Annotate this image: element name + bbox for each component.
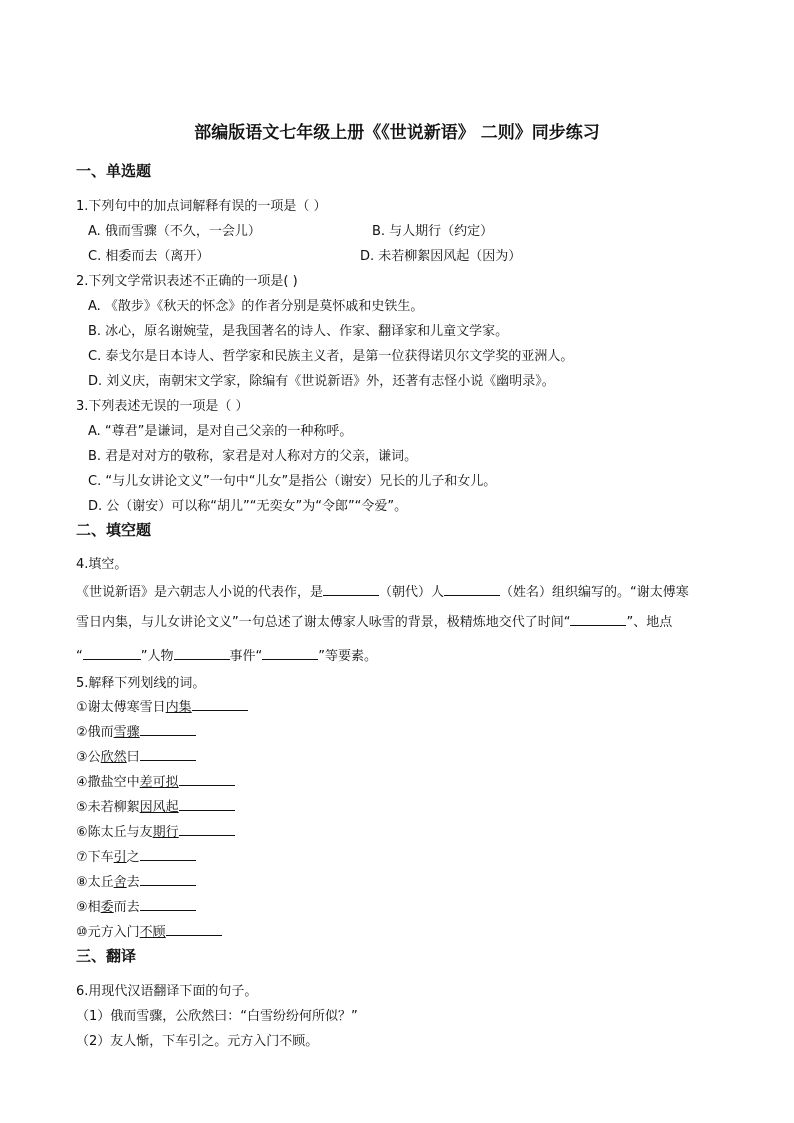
answer-blank[interactable] xyxy=(262,646,318,660)
question-5-stem: 5.解释下列划线的词。 xyxy=(76,676,206,691)
answer-blank[interactable] xyxy=(140,747,196,761)
answer-blank[interactable] xyxy=(444,582,500,596)
answer-blank[interactable] xyxy=(179,772,235,786)
question-6-stem: 6.用现代汉语翻译下面的句子。 xyxy=(76,984,258,999)
list-item xyxy=(76,696,248,715)
question-4-text: “ xyxy=(76,649,83,664)
question-3-option-a: A. “尊君”是谦词，是对自己父亲的一种称呼。 xyxy=(88,424,353,439)
item-text: ④撒盐空中 xyxy=(76,775,140,790)
item-text: ⑧太丘 xyxy=(76,875,114,890)
question-4-text: （朝代）人 xyxy=(379,585,445,600)
item-text: ⑥陈太丘与友 xyxy=(76,825,153,840)
underlined-word: 雪骤 xyxy=(113,725,140,740)
item-text: 而去 xyxy=(113,900,140,915)
question-4-text: 事件“ xyxy=(229,649,263,664)
item-text: 曰 xyxy=(126,750,140,765)
answer-blank[interactable] xyxy=(174,646,230,660)
question-1-option-b: B. 与人期行（约定） xyxy=(372,224,494,239)
list-item xyxy=(76,796,235,815)
question-4-line-2 xyxy=(76,611,672,630)
question-3-option-b: B. 君是对对方的敬称，家君是对人称对方的父亲，谦词。 xyxy=(88,449,418,464)
item-text: ⑦下车 xyxy=(76,850,114,865)
question-1-stem: 1.下列句中的加点词解释有误的一项是（ ） xyxy=(76,199,327,214)
list-item xyxy=(76,721,196,740)
section-heading-translation: 三、翻译 xyxy=(76,947,137,965)
underlined-word: 舍 xyxy=(113,875,127,890)
underlined-word: 差可拟 xyxy=(139,775,179,790)
answer-blank[interactable] xyxy=(179,797,235,811)
question-2-option-c: C. 泰戈尔是日本诗人、哲学家和民族主义者，是第一位获得诺贝尔文学奖的亚洲人。 xyxy=(88,349,574,364)
question-6-sentence-2: （2）友人惭，下车引之。元方入门不顾。 xyxy=(76,1034,319,1049)
underlined-word: 委 xyxy=(100,900,114,915)
item-text: 之 xyxy=(126,850,140,865)
answer-blank[interactable] xyxy=(166,922,222,936)
item-text: ⑩元方入门 xyxy=(76,925,140,940)
question-2-option-d: D. 刘义庆，南朝宋文学家，除编有《世说新语》外，还著有志怪小说《幽明录》。 xyxy=(88,374,555,389)
question-4-line-1 xyxy=(76,581,689,600)
underlined-word: 期行 xyxy=(152,825,179,840)
answer-blank[interactable] xyxy=(192,697,248,711)
question-3-option-c: C. “与儿女讲论文义”一句中“儿女”是指公（谢安）兄长的儿子和女儿。 xyxy=(88,474,497,489)
question-2-option-b: B. 冰心，原名谢婉莹，是我国著名的诗人、作家、翻译家和儿童文学家。 xyxy=(88,324,509,339)
answer-blank[interactable] xyxy=(140,847,196,861)
question-4-text: ”人物 xyxy=(140,649,174,664)
item-text: ①谢太傅寒雪日 xyxy=(76,700,166,715)
list-item xyxy=(76,871,196,890)
answer-blank[interactable] xyxy=(83,646,141,660)
list-item xyxy=(76,921,222,940)
question-4-text: 《世说新语》是六朝志人小说的代表作，是 xyxy=(76,585,324,600)
answer-blank[interactable] xyxy=(570,612,626,626)
question-4-text: 雪日内集，与儿女讲论文义”一句总述了谢太傅家人咏雪的背景，极精炼地交代了时间“ xyxy=(76,615,571,630)
answer-blank[interactable] xyxy=(179,822,235,836)
answer-blank[interactable] xyxy=(323,582,379,596)
question-4-line-3 xyxy=(76,645,377,664)
question-3-option-d: D. 公（谢安）可以称“胡儿”“无奕女”为“令郎”“令爱”。 xyxy=(88,499,408,514)
item-text: 去 xyxy=(126,875,140,890)
question-4-text: （姓名）组织编写的。“谢太傅寒 xyxy=(500,585,689,600)
question-4-text: ”等要素。 xyxy=(318,649,377,664)
question-4-stem: 4.填空。 xyxy=(76,557,128,572)
list-item xyxy=(76,771,235,790)
item-text: ③公 xyxy=(76,750,101,765)
item-text: ⑨相 xyxy=(76,900,101,915)
question-2-stem: 2.下列文学常识表述不正确的一项是( ) xyxy=(76,274,298,289)
underlined-word: 引 xyxy=(113,850,127,865)
underlined-word: 欣然 xyxy=(100,750,127,765)
item-text: ⑤未若柳絮 xyxy=(76,800,140,815)
list-item xyxy=(76,846,196,865)
question-1-option-a: A. 俄而雪骤（不久，一会儿） xyxy=(88,224,261,239)
question-1-option-d: D. 未若柳絮因风起（因为） xyxy=(360,249,522,264)
answer-blank[interactable] xyxy=(140,897,196,911)
list-item xyxy=(76,896,196,915)
question-3-stem: 3.下列表述无误的一项是（ ） xyxy=(76,399,249,414)
section-heading-fill-in: 二、填空题 xyxy=(76,521,152,539)
question-6-sentence-1: （1）俄而雪骤，公欣然曰：“白雪纷纷何所似？” xyxy=(76,1009,358,1024)
list-item xyxy=(76,821,235,840)
page-title: 部编版语文七年级上册《《世说新语》 二则》同步练习 xyxy=(194,123,600,143)
item-text: ②俄而 xyxy=(76,725,114,740)
question-1-option-c: C. 相委而去（离开） xyxy=(88,249,210,264)
underlined-word: 内集 xyxy=(165,700,192,715)
answer-blank[interactable] xyxy=(140,722,196,736)
underlined-word: 不顾 xyxy=(139,925,166,940)
answer-blank[interactable] xyxy=(140,872,196,886)
question-4-text: ”、地点 xyxy=(626,615,673,630)
underlined-word: 因风起 xyxy=(139,800,179,815)
section-heading-single-choice: 一、单选题 xyxy=(76,162,152,180)
list-item xyxy=(76,746,196,765)
question-2-option-a: A. 《散步》《秋天的怀念》的作者分别是莫怀戚和史铁生。 xyxy=(88,299,424,314)
